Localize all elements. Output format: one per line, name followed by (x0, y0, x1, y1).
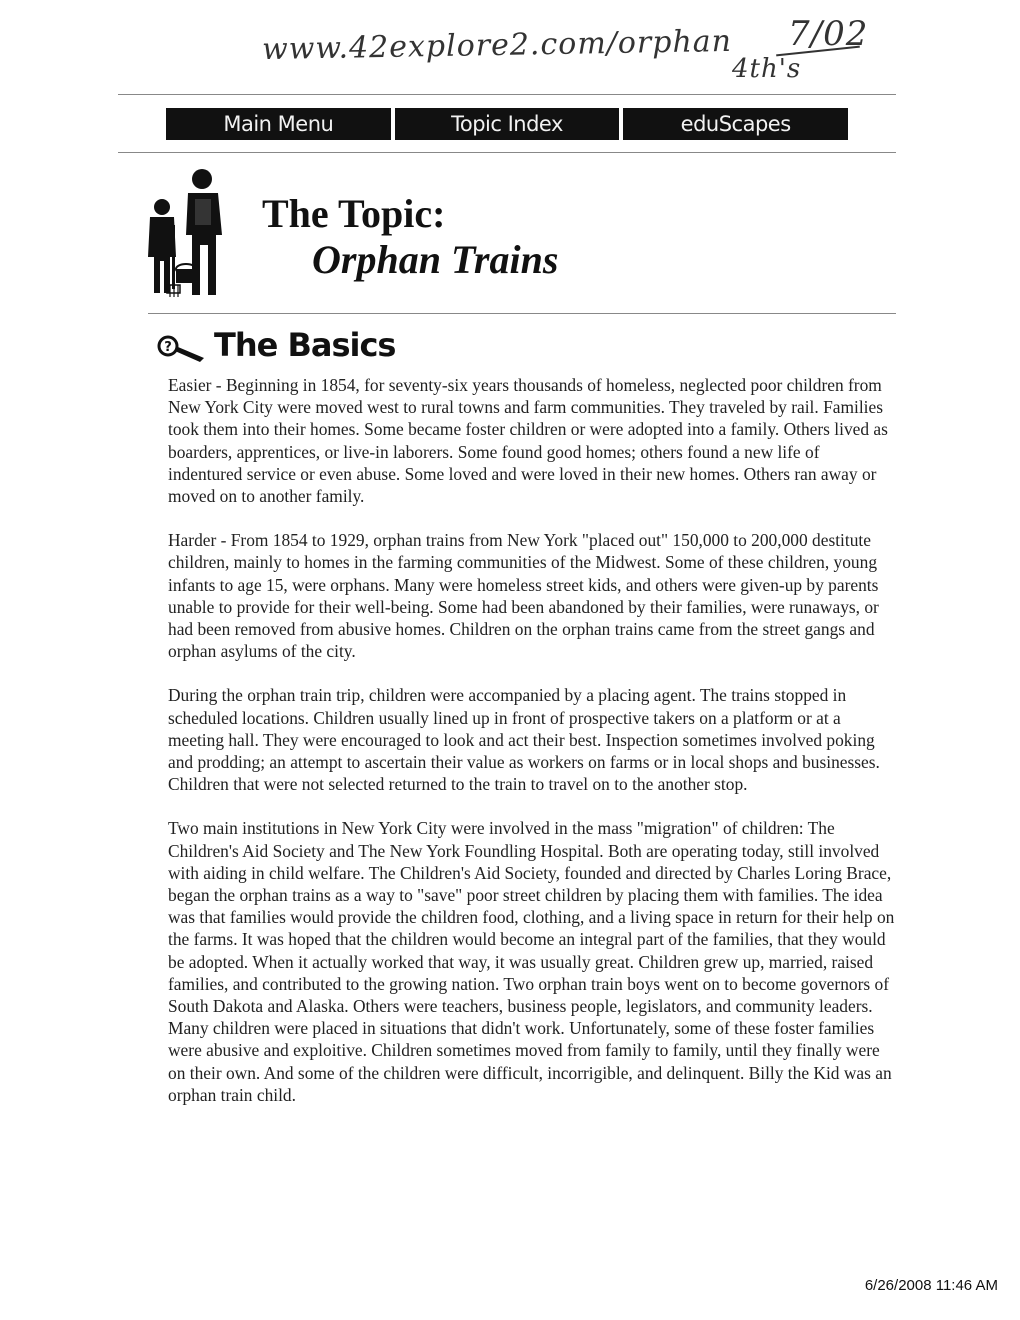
main-menu-button[interactable] (166, 108, 391, 140)
topic-index-button[interactable] (395, 108, 620, 140)
paragraph-institutions: Two main institutions in New York City were involved in the mass "migration" of children: The Children's Aid Society and The New York Foundling Hospital. Both are operating today, still involved with aiding in child welfare. The Children's Aid Society, founded and directed by Charles Loring Brace, began the orphan trains as a way to "save" poor street children by placing them with families. The idea was that families would provide the children food, clothing, and a living space in return for their help on the farms. It was hoped that the children would become an integral part of the families, that they would be adopted. When it actually worked that way, it was usually great. Children grew up, married, raised families, and contributed to the growing nation. Two orphan train boys went on to become governors of South Dakota and Alaska. Others were teachers, business people, legislators, and community leaders. Many children were placed in situations that didn't work. Unfortunately, some of these foster families were abusive and exploitive. Children sometimes moved from family to family, until they finally were on their own. And some of the children were difficult, incorrigible, and delinquent. Billy the Kid was an orphan train child. (168, 818, 895, 1105)
handwritten-ref-note: 4th's (732, 54, 802, 84)
basics-heading: The Basics (214, 326, 396, 364)
topic-name: Orphan Trains (312, 237, 559, 282)
topic-heading: The Topic: (262, 191, 446, 236)
paragraph-harder: Harder - From 1854 to 1929, orphan trains from New York "placed out" 150,000 to 200,000 destitute children, mainly to homes in the farming communities of the Midwest. Some of these children, young infants to age 15, were orphans. Many were homeless street kids, and others were given-up by parents unable to provide for their well-being. Some had been abandoned by their families, were runaways, or had been removed from abusive homes. Children on the orphan trains came from the street gangs and orphan asylums of the city. (168, 530, 879, 662)
print-timestamp: 6/26/2008 11:46 AM (864, 1277, 998, 1294)
magnifier-question-icon (156, 334, 212, 364)
nav-label: Main Menu (223, 112, 334, 136)
handwritten-date-note: 7/02 (788, 14, 869, 54)
top-divider (118, 94, 896, 95)
farm-children-illustration-icon (140, 165, 240, 300)
svg-text:?: ? (164, 340, 172, 355)
main-navigation (166, 108, 848, 140)
basics-content (168, 374, 898, 1128)
paragraph-easier: Easier - Beginning in 1854, for seventy-six years thousands of homeless, neglected poor children from New York City were moved west to rural towns and farm communities. They traveled by rail. Families took them into their homes. Some became foster children or were adopted into a family. Others lived as boarders, apprentices, or live-in laborers. Some found good homes; others found a new life of indentured service or even abuse. Some loved and were loved in their new homes. Others ran away or moved on to another family. (168, 375, 888, 507)
nav-label: Topic Index (451, 112, 563, 136)
eduscapes-button[interactable] (623, 108, 848, 140)
handwritten-url-note: www.42explore2.com/orphan (261, 23, 733, 68)
paragraph-train-trip: During the orphan train trip, children were accompanied by a placing agent. The trains stopped in scheduled locations. Children usually lined up in front of prospective takers on a platform or at a meeting hall. They were encouraged to look and act their best. Inspection sometimes involved poking and prodding; an attempt to ascertain their value as workers on farms or in local shops and businesses. Children that were not selected returned to the train to travel on to the another stop. (168, 685, 880, 795)
topic-divider (148, 313, 896, 314)
nav-divider (118, 152, 896, 153)
nav-label: eduScapes (680, 112, 791, 136)
